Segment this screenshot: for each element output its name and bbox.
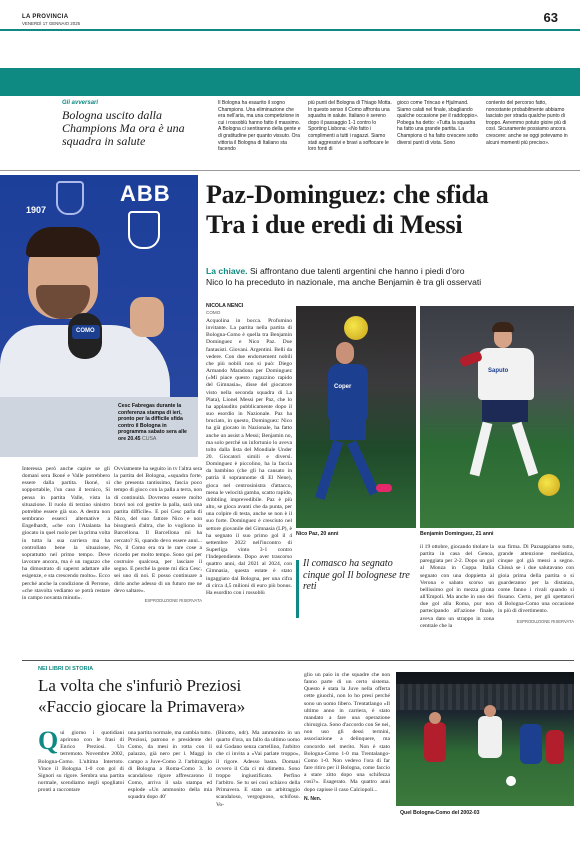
history-kicker: NEI LIBRI DI STORIA <box>38 666 94 672</box>
main-body-col2b-text: il 19 ottobre, giocando titolare la partita in casa del Genoa, pareggiata per 2-2. Dopo un gol al Monza in Coppa Italia segnato con una doppietta al Verona e sabato scorso un bellissimo gol in mezza girata all'Empoli. Ma anche in uno dei due gol alla Roma, pur non partecipando all'azione finale, aveva dato un strappo in zona centrale che la <box>420 544 494 629</box>
dominguez-hair <box>492 322 514 332</box>
history-photo <box>396 672 574 806</box>
teaser-headline: Bologna uscito dalla Champions Ma ora è una squadra in salute <box>62 108 185 148</box>
history-col1-text: ui giorno i quotidiani aprirono con le frasi di Enrico Preziosi. Un terremoto. Novembre 2002, Bologna-Como. L'ultima Intertoto. Vince il Bologna 1-0 con gol di Signori su rigore. Sembra una partita normale, scendiamo negli spogliatoi pronti a raccontare <box>38 730 124 794</box>
ball-icon <box>538 474 560 496</box>
dominguez-leg-left <box>470 422 493 477</box>
fabregas-caption-text: Cesc Fabregas durante la conferenza stampa di ieri, pronto per la difficile sfida contro il Bologna in programma sabato sera alle ore 20.45 <box>118 403 187 442</box>
nico-paz-caption: Nico Paz, 20 anni <box>296 531 339 537</box>
ball-icon <box>344 316 368 340</box>
author-name: NICOLA NENCI <box>206 303 244 309</box>
masthead-date: VENERDÌ 17 GENNAIO 2025 <box>22 21 81 26</box>
main-headline-line1: Paz-Dominguez: che sfida <box>206 180 489 209</box>
main-body-col3 <box>498 544 574 625</box>
main-subhead-line2: Nico lo ha preceduto in nazionale, ma anche Benjamin è tra gli osservati <box>206 277 482 287</box>
teaser-band <box>0 68 580 96</box>
teaser-col2: più punti del Bologna di Thiago Motta. In questo senso il Como affronta una squadra in salute. Italiano è sereno dopo il passaggio 1-1 contro lo Sporting Lisbona: «No fatto i complimenti a tutti i ragazzi. Siamo stati aggressivi e bravi a soffocare le loro fonti di <box>308 100 392 153</box>
paz-leg-right <box>347 440 379 495</box>
main-end-mark: ESPRODUZIONE RISERVATA <box>516 618 574 624</box>
teaser-col1: Il Bologna ha esaurito il sogno Champions. Una eliminazione che era nell'aria, ma una competizione in cui i rossoblù hanno fatto il massimo. A Bologna ci sentiranno della gente e di gratitudine per quanto vissuto. Ora vittoria il Bologna di Italiano sta facendo <box>218 100 301 153</box>
mic-tag-label: COMO <box>76 328 95 334</box>
history-headline-line1: La volta che s'infuriò Preziosi <box>38 676 242 695</box>
teaser-divider <box>0 170 580 171</box>
main-body-col2b <box>420 544 494 630</box>
player-red-2 <box>546 730 564 764</box>
history-col4 <box>304 672 390 803</box>
backdrop-year: 1907 <box>26 205 47 215</box>
main-headline-line2: Tra i due eredi di Messi <box>206 210 463 239</box>
player-white <box>478 716 502 758</box>
dominguez-caption: Benjamin Dominguez, 21 anni <box>420 531 494 537</box>
section-rule <box>22 660 574 661</box>
pull-quote-bar <box>296 560 299 618</box>
history-headline-line2: «Faccio giocare la Primavera» <box>38 697 246 716</box>
player-blue <box>520 724 542 764</box>
fabregas-photo <box>0 175 198 457</box>
history-signature: N. Nen. <box>304 795 322 802</box>
history-col2: una partita normale, ma cambia tutto. Preziosi, patrono e presidente del Como, da mesi in rotta con il palazzo, già nero per l. Maggi in campo a Juve-Como 2. l'arbitraggio di Bologna a Roma-Como 3. Io scandaloso rigore affrescarono il Como, arriva il sala stampa ed esplode «Un ammonito della mia squadra dopo 40' <box>128 730 212 801</box>
teaser-kicker: Gli avversari <box>62 100 99 106</box>
boot-icon <box>376 484 392 492</box>
player-red-1-head <box>429 712 441 724</box>
history-col3: (Binotto, ndr). Ma ammonito in un quarto d'ora, un fallo da ultimo uomo sul Godano senza cartellino, l'arbitro che ci invita a «Vai parlate troppo», il rigore. Adesso basta. Domani ovvero il Cda ci mi dimetto. Sono troppo ingiustificato. Perfino l'arbitro. Se tu sei così schiavo della Primavera. E stato un arbitraggio scandaloso, vergognoso, schifoso. Vo- <box>216 730 300 808</box>
main-subhead <box>206 266 574 288</box>
main-body-col3-text: sua firma. Di Pazsappiamo tutto, grande attenzione mediatica, cinque gol già messi a segno. Chissà se i due salutavano con gioia prima della partita o si guarderanno per la distanza, come fanno i rivali quando si fissano. Certo, per gli spettatori di Bologna-Como una occasione in più di divertimento. <box>498 544 574 615</box>
dominguez-shirt <box>478 348 534 400</box>
story-lower-col2 <box>114 466 202 604</box>
main-kicker: La chiave. <box>206 266 248 276</box>
history-col4-text: glio un paio in che squadre che non fanno parte di un certo sistema. Questo è stata la Juve nella offerta cette giuochi, non lo ho presi perché sono un uomo libero. Trentatlango «Il ultimo anno in carriera, è stato mandato a fare una operazione chirurgica. Sono d'accordo con Se nei, non uso gli dessi termini, associazione a delinquere, ma concordo nel merito. Non è stato Bologna-Como 1-0 ma Trentalango-Como 1-0. Non vedevo l'ora di far fare ritiro per il Bologna, come faccio a stare zitto dopo una schifezza così?». Esagerato. Ma quattro anni dopo capisse il caso Calciopoli... <box>304 672 390 793</box>
fabregas-hair <box>26 227 100 257</box>
fabregas-caption <box>118 403 196 442</box>
story-lower-col1: Interessa però anche capire se gli domani sera Ikoné e Valle potrebbero essere dalla partita. Ikoné, sì sopportabile, l'un caso il tecnico, Si pensa in partita Valle, vista la situazione. Il ruolo di terzino sinistro potrebbe essere già suo. A destra non sembrano esserci alternative a Engelhardt, «che con l'Atalanta ha giocato in quel ruolo per la prima volta in tutta la sua carriera ma ha controllato bene la situazione, soprattutto nel primo tempo. Deve lavorare ancora, ma è un ragazzo che ha dimostrato di saperst adattare alle esigenze, e sta crescendo molto». Ecco perché anche la condizione di Perrone, «che stavolta vediamo se potrà restare in campo novanta minuti». <box>22 466 110 601</box>
main-body-col1: Acquolina in bocca. Profumino invitante. La partita nella partita di Bologna-Como è quella tra Benjamin Dominguez e Nico Paz. Due fantasisti. Giovani. Argentini. Belli da vedere. Con due endorsement nobili che più nobili non si può: Diego Armando Maradona per Dominguez («Mi piace questo ragazzino rapido del Gimnasia», disse del giocatore visto nella seconda squadra di La Plata), Lionel Messi per Paz, che lo ha applaudito pubblicamente dopo il suo esordio in Nazionale. Paz ha bruciato, in questo, Dominguez: Nico ha già giocato in Nazionale, ha fatto anche un assist a Messi; Benjamin no, ma solo perché un infortunio lo aveva tolto dalla lista del Mondiale Under 20. Giocatori simili e diversi. Dominguez è piccolino, ha la faccia da bambino (che gli ha causato in patria il soprannome di El Nene), gioca nel centrosinistra d'attacco, mena le velocità gamba, scatto rapido, dribbling imprevedibile. Paz è più alto, se gioca avanti che da punta, per una colpire di testa, anche se non è il suo forte. Dominguez è cresciuto nel settore giovanile del Gimnasia (LP), è ha segnato il suo primo gol il 4 settembre 2022 nell'incontro di Superliga vinto 3-1 contro l'Independiente. Dopo aver trascorso quattro anni, dal 2021 al 2024, con Gimnasia, questa estate è stato ingaggiato dal Bologna, per una cifra di circa 4,5 milioni di euro più bonus. Ha esordito con i rossoblù <box>206 318 292 596</box>
history-dropcap: Q <box>38 726 59 755</box>
masthead-rule <box>0 29 580 31</box>
nico-paz-photo <box>296 306 416 528</box>
teaser-col3: gioco come Trincao e Hjulmand. Siamo calati nel finale, sbagliando qualche occasione per il raddoppio». Pobega ha detto: «Tutta la squadra ha fatto una grande partita. La Champions ci ha fatto crescere sotto diversi punti di vista. Sono <box>397 100 479 146</box>
player-white-head <box>484 705 496 717</box>
dominguez-photo <box>420 306 574 528</box>
author-location: COMO <box>206 310 221 315</box>
paz-head <box>336 342 354 364</box>
history-col1 <box>38 726 124 794</box>
history-photo-caption: Quel Bologna-Como del 2002-03 <box>400 810 480 816</box>
paz-shirt <box>328 364 368 420</box>
main-subhead-rest: Si affrontano due talenti argentini che hanno i piedi d'oro <box>249 266 465 276</box>
dominguez-leg-right <box>512 422 538 476</box>
teaser-col4: contento del percorso fatto, nonostante probabilmente abbiamo lasciato per strada qualche punto di troppo. Avremmo potuto gioire più di così. Sicuramente possiamo ancora crescere: anche se oggi potevamo in alcuni momenti più preciso». <box>486 100 568 146</box>
story-end-mark: ESPRODUZIONE RISERVATA <box>144 597 202 603</box>
page-number: 63 <box>543 10 558 25</box>
club-crest-icon <box>128 211 160 249</box>
story-lower-col2-text: Ovviamente ha seguito in tv l'altra sera la partita del Bologna, «squadra forte, che presenta tantissimo, fascia poco tempo di gioco con la palla a terra, non di continuità. Dovremo essere molto bravi noi col gestire la palla, sarà una partita difficile». E poi Cesc parla di Nico, del suo fattore Nico e non bisognerà d'altra, che lo vogliono in Barcellona. Il Barcellona mi ha cercato? Sì, quando devo essere anni... No, il Como era tra le rare cose a ricordo per molto tempo. Sono qui per costruire qualcosa, per lasciare il segno. E perché la gente mi dica Cesc, sei uno di noi. E posso continuare a dirlo anche adesso di un futuro me ne devo saltare». <box>114 466 202 594</box>
fabregas-hand <box>130 297 164 337</box>
player-red-1 <box>424 722 446 762</box>
ball-icon <box>506 776 516 786</box>
paz-shirt-sponsor: Coper <box>334 384 352 390</box>
paz-leg-left <box>315 440 343 500</box>
sponsor-logo: ABB <box>120 181 171 206</box>
backdrop-crest-icon <box>56 181 84 215</box>
masthead-paper: LA PROVINCIA <box>22 14 69 20</box>
dominguez-shirt-sponsor: Saputo <box>488 368 509 374</box>
paz-shorts <box>330 418 366 440</box>
fabregas-caption-credit: CUSA <box>141 435 157 442</box>
dominguez-shorts <box>482 400 528 422</box>
pull-quote: Il comasco ha segnato cinque gol Il bolognese tre reti <box>303 558 410 592</box>
